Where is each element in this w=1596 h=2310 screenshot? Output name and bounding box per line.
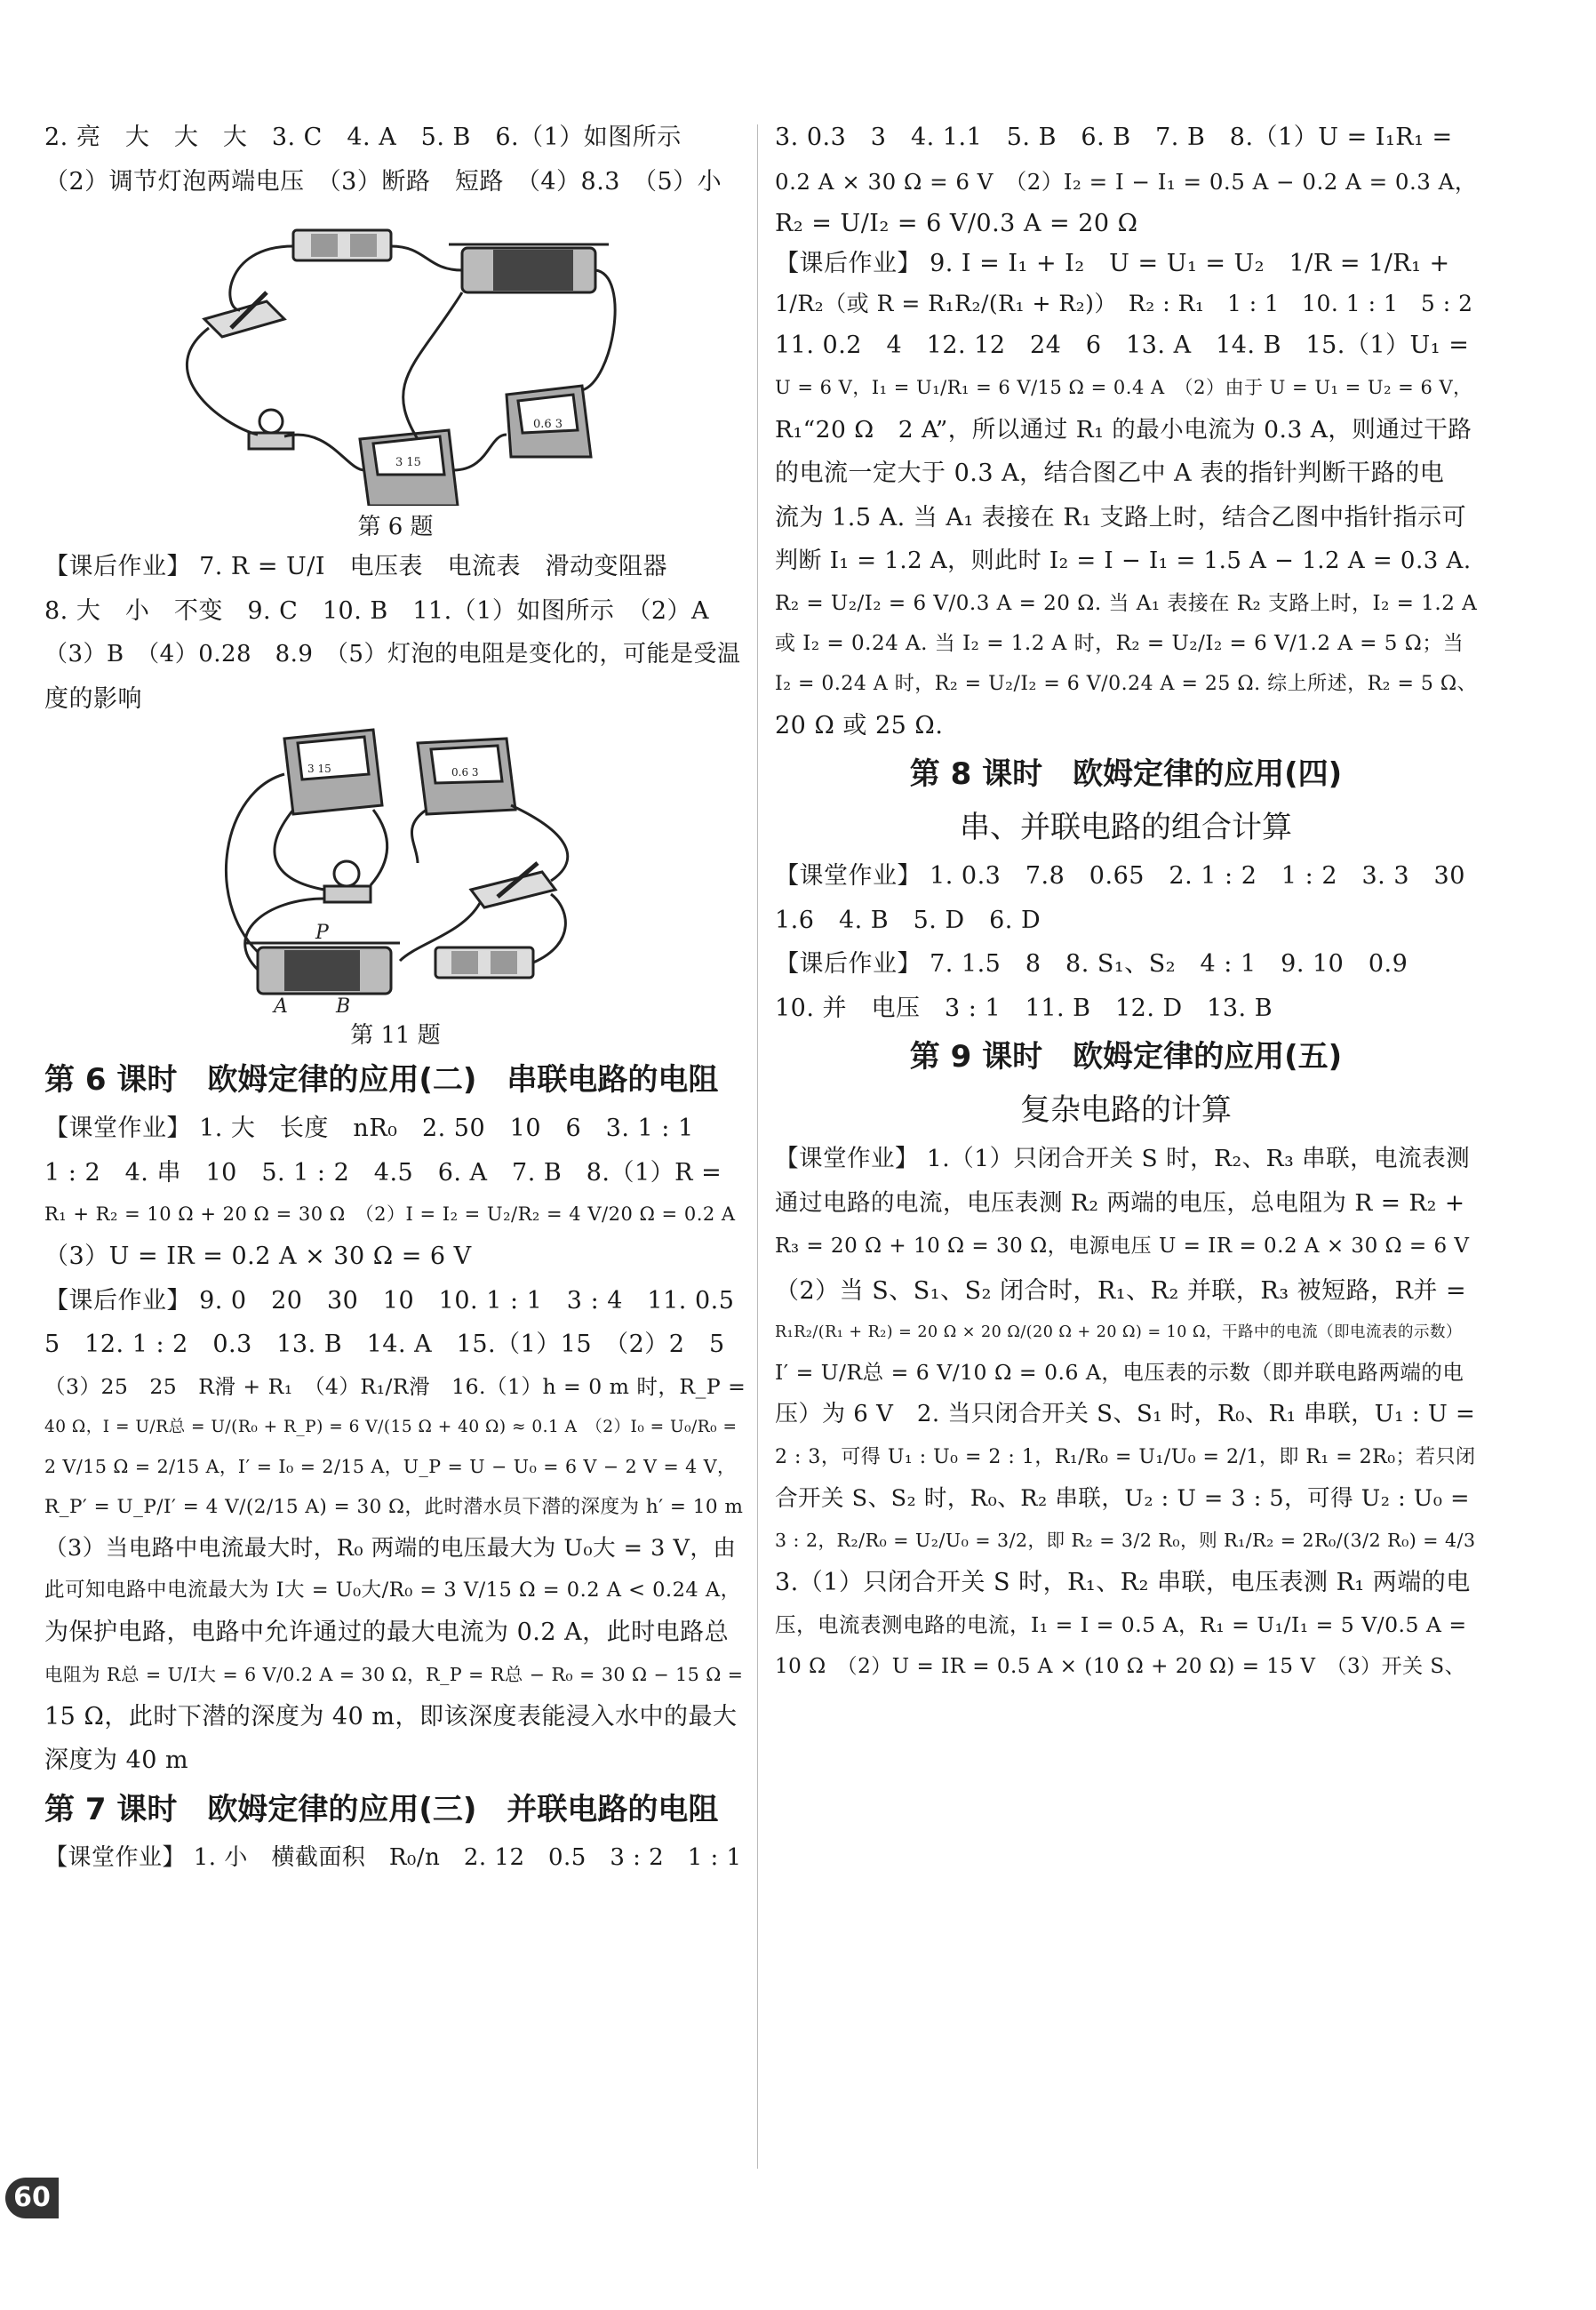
answer-line: 【课后作业】 7. R = U/I 电压表 电流表 滑动变阻器 <box>44 553 668 580</box>
meter-scale-label: 0.6 3 <box>533 418 563 431</box>
meter-scale-label: 3 15 <box>307 763 331 775</box>
answer-line: R₃ = 20 Ω + 10 Ω = 30 Ω，电源电压 U = IR = 0.2 A × 30 Ω = 6 V <box>775 1235 1470 1258</box>
answer-line: 电阻为 R总 = U/I大 = 6 V/0.2 A = 30 Ω，R_P = R总 − R₀ = 30 Ω − 15 Ω = <box>44 1663 744 1685</box>
terminal-label: B <box>336 995 351 1014</box>
answer-line: （3）B （4）0.28 8.9 （5）灯泡的电阻是变化的，可能是受温 <box>44 641 741 667</box>
circuit-figure-11 <box>44 721 746 1014</box>
answer-line: 1.6 4. B 5. D 6. D <box>775 906 1041 934</box>
page-number: 60 <box>5 2178 59 2218</box>
answer-line: 15 Ω，此时下潜的深度为 40 m，即该深度表能浸入水中的最大 <box>44 1702 738 1731</box>
meter-scale-label: 3 15 <box>395 456 421 469</box>
answer-line: I′ = U/R总 = 6 V/10 Ω = 0.6 A，电压表的示数（即并联电路两端的电 <box>775 1360 1464 1385</box>
answer-line: 或 I₂ = 0.24 A. 当 I₂ = 1.2 A 时，R₂ = U₂/I₂ = 6 V/1.2 A = 5 Ω；当 <box>775 631 1464 655</box>
column-divider <box>757 124 758 2169</box>
right-column <box>775 116 1477 1689</box>
answer-line: 【课后作业】 7. 1.5 8 8. S₁、S₂ 4 : 1 9. 10 0.9 <box>775 950 1408 978</box>
answer-line: 2 : 3，可得 U₁ : U₀ = 2 : 1，R₁/R₀ = U₁/U₀ = 2/1，即 R₁ = 2R₀；若只闭 <box>775 1445 1476 1468</box>
answer-line: I₂ = 0.24 A 时，R₂ = U₂/I₂ = 6 V/0.24 A = 25 Ω. 综上所述，R₂ = 5 Ω、 <box>775 672 1478 695</box>
answer-line: 度的影响 <box>44 684 142 713</box>
answer-line: R₂ = U/I₂ = 6 V/0.3 A = 20 Ω <box>775 210 1138 237</box>
answer-line: R₂ = U₂/I₂ = 6 V/0.3 A = 20 Ω. 当 A₁ 表接在 R₂ 支路上时，I₂ = 1.2 A <box>775 591 1478 615</box>
answer-line: 【课后作业】 9. I = I₁ + I₂ U = U₁ = U₂ 1/R = 1/R₁ + <box>775 250 1450 277</box>
answer-line: 深度为 40 m <box>44 1746 189 1774</box>
answer-line: 20 Ω 或 25 Ω. <box>775 711 944 739</box>
answer-line: R₁ + R₂ = 10 Ω + 20 Ω = 30 Ω （2）I = I₂ = U₂/R₂ = 4 V/20 Ω = 0.2 A <box>44 1203 736 1225</box>
lesson-heading: 第 7 课时 欧姆定律的应用(三) 并联电路的电阻 <box>44 1791 719 1827</box>
answer-line: U = 6 V，I₁ = U₁/R₁ = 6 V/15 Ω = 0.4 A （2）由于 U = U₁ = U₂ = 6 V， <box>775 376 1472 398</box>
answer-line: 40 Ω，I = U/R总 = U/(R₀ + R_P) = 6 V/(15 Ω + 40 Ω) ≈ 0.1 A （2）I₀ = U₀/R₀ = <box>44 1417 738 1436</box>
answer-line: （3）U = IR = 0.2 A × 30 Ω = 6 V <box>44 1243 472 1270</box>
answer-line: 11. 0.2 4 12. 12 24 6 13. A 14. B 15.（1）U₁ = <box>775 332 1470 359</box>
lesson-heading: 第 6 课时 欧姆定律的应用(二) 串联电路的电阻 <box>44 1062 719 1098</box>
answer-line: 压）为 6 V 2. 当只闭合开关 S、S₁ 时，R₀、R₁ 串联，U₁ : U = <box>775 1401 1476 1427</box>
answer-line: R₁R₂/(R₁ + R₂) = 20 Ω × 20 Ω/(20 Ω + 20 Ω) = 10 Ω，干路中的电流（即电流表的示数） <box>775 1323 1463 1341</box>
answer-line: 通过电路的电流，电压表测 R₂ 两端的电压，总电阻为 R = R₂ + <box>775 1188 1465 1217</box>
answer-line: （2）调节灯泡两端电压 （3）断路 短路 （4）8.3 （5）小 <box>44 167 722 196</box>
left-column <box>44 116 746 1880</box>
answer-line: R₁“20 Ω 2 A”，所以通过 R₁ 的最小电流为 0.3 A，则通过干路 <box>775 415 1472 444</box>
answer-line: 此可知电路中电流最大为 I大 = U₀大/R₀ = 3 V/15 Ω = 0.2 A < 0.24 A， <box>44 1579 741 1602</box>
lesson-subheading: 串、并联电路的组合计算 <box>960 810 1292 845</box>
answer-line: 【课堂作业】 1.（1）只闭合开关 S 时，R₂、R₃ 串联，电流表测 <box>775 1145 1471 1172</box>
slider-label: P <box>315 922 329 944</box>
answer-line: 2. 亮 大 大 大 3. C 4. A 5. B 6.（1）如图所示 <box>44 124 682 151</box>
answer-line: 1/R₂（或 R = R₁R₂/(R₁ + R₂)） R₂ : R₁ 1 : 1 10. 1 : 1 5 : 2 <box>775 291 1473 316</box>
lesson-subheading: 复杂电路的计算 <box>1020 1092 1232 1128</box>
answer-line: 0.2 A × 30 Ω = 6 V （2）I₂ = I − I₁ = 0.5 A − 0.2 A = 0.3 A， <box>775 168 1477 195</box>
figure-caption: 第 11 题 <box>350 1022 441 1049</box>
answer-line: 10 Ω （2）U = IR = 0.5 A × (10 Ω + 20 Ω) = 15 V （3）开关 S、 <box>775 1654 1466 1678</box>
answer-line: R_P′ = U_P/I′ = 4 V/(2/15 A) = 30 Ω，此时潜水员下潜的深度为 h′ = 10 m <box>44 1495 744 1518</box>
answer-line: 判断 I₁ = 1.2 A，则此时 I₂ = I − I₁ = 1.5 A − 1.2 A = 0.3 A. <box>775 548 1472 574</box>
lesson-heading: 第 8 课时 欧姆定律的应用(四) <box>909 756 1343 792</box>
answer-line: 流为 1.5 A. 当 A₁ 表接在 R₁ 支路上时，结合乙图中指针指示可 <box>775 503 1467 532</box>
figure-caption: 第 6 题 <box>357 514 434 540</box>
answer-line: 8. 大 小 不变 9. C 10. B 11.（1）如图所示 （2）A <box>44 596 710 625</box>
answer-line: （3）当电路中电流最大时，R₀ 两端的电压最大为 U₀大 = 3 V，由 <box>44 1534 737 1562</box>
answer-line: 【课堂作业】 1. 大 长度 nR₀ 2. 50 10 6 3. 1 : 1 <box>44 1115 694 1142</box>
answer-line: 为保护电路，电路中允许通过的最大电流为 0.2 A，此时电路总 <box>44 1619 730 1646</box>
circuit-figure-6 <box>44 204 746 506</box>
answer-line: 2 V/15 Ω = 2/15 A，I′ = I₀ = 2/15 A，U_P = U − U₀ = 6 V − 2 V = 4 V， <box>44 1455 737 1477</box>
terminal-label: A <box>274 995 288 1014</box>
answer-line: （2）当 S、S₁、S₂ 闭合时，R₁、R₂ 并联，R₃ 被短路，R并 = <box>775 1276 1467 1305</box>
answer-line: 3.（1）只闭合开关 S 时，R₁、R₂ 串联，电压表测 R₁ 两端的电 <box>775 1569 1471 1596</box>
answer-line: 1 : 2 4. 串 10 5. 1 : 2 4.5 6. A 7. B 8.（1）R = <box>44 1158 722 1187</box>
answer-line: 【课后作业】 9. 0 20 30 10 10. 1 : 1 3 : 4 11. 0.5 <box>44 1286 735 1315</box>
answer-line: 的电流一定大于 0.3 A，结合图乙中 A 表的指针判断干路的电 <box>775 460 1445 487</box>
answer-line: 压，电流表测电路的电流，I₁ = I = 0.5 A，R₁ = U₁/I₁ = 5 V/0.5 A = <box>775 1611 1467 1637</box>
answer-line: 合开关 S、S₂ 时，R₀、R₂ 串联，U₂ : U = 3 : 5，可得 U₂ : U₀ = <box>775 1484 1470 1512</box>
meter-scale-label: 0.6 3 <box>451 766 479 779</box>
lesson-heading: 第 9 课时 欧姆定律的应用(五) <box>909 1039 1343 1075</box>
answer-line: 3 : 2，R₂/R₀ = U₂/U₀ = 3/2，即 R₂ = 3/2 R₀，则 R₁/R₂ = 2R₀/(3/2 R₀) = 4/3 <box>775 1530 1476 1551</box>
answer-line: 【课堂作业】 1. 0.3 7.8 0.65 2. 1 : 2 1 : 2 3. 3 30 <box>775 862 1465 890</box>
answer-line: 3. 0.3 3 4. 1.1 5. B 6. B 7. B 8.（1）U = I₁R₁ = <box>775 124 1453 151</box>
answer-line: 【课堂作业】 1. 小 横截面积 R₀/n 2. 12 0.5 3 : 2 1 : 1 <box>44 1843 742 1871</box>
answer-line: 5 12. 1 : 2 0.3 13. B 14. A 15.（1）15 （2）2 5 <box>44 1331 725 1358</box>
answer-line: （3）25 25 R滑 + R₁ （4）R₁/R滑 16.（1）h = 0 m 时，R_P = <box>44 1373 746 1399</box>
answer-line: 10. 并 电压 3 : 1 11. B 12. D 13. B <box>775 994 1273 1022</box>
